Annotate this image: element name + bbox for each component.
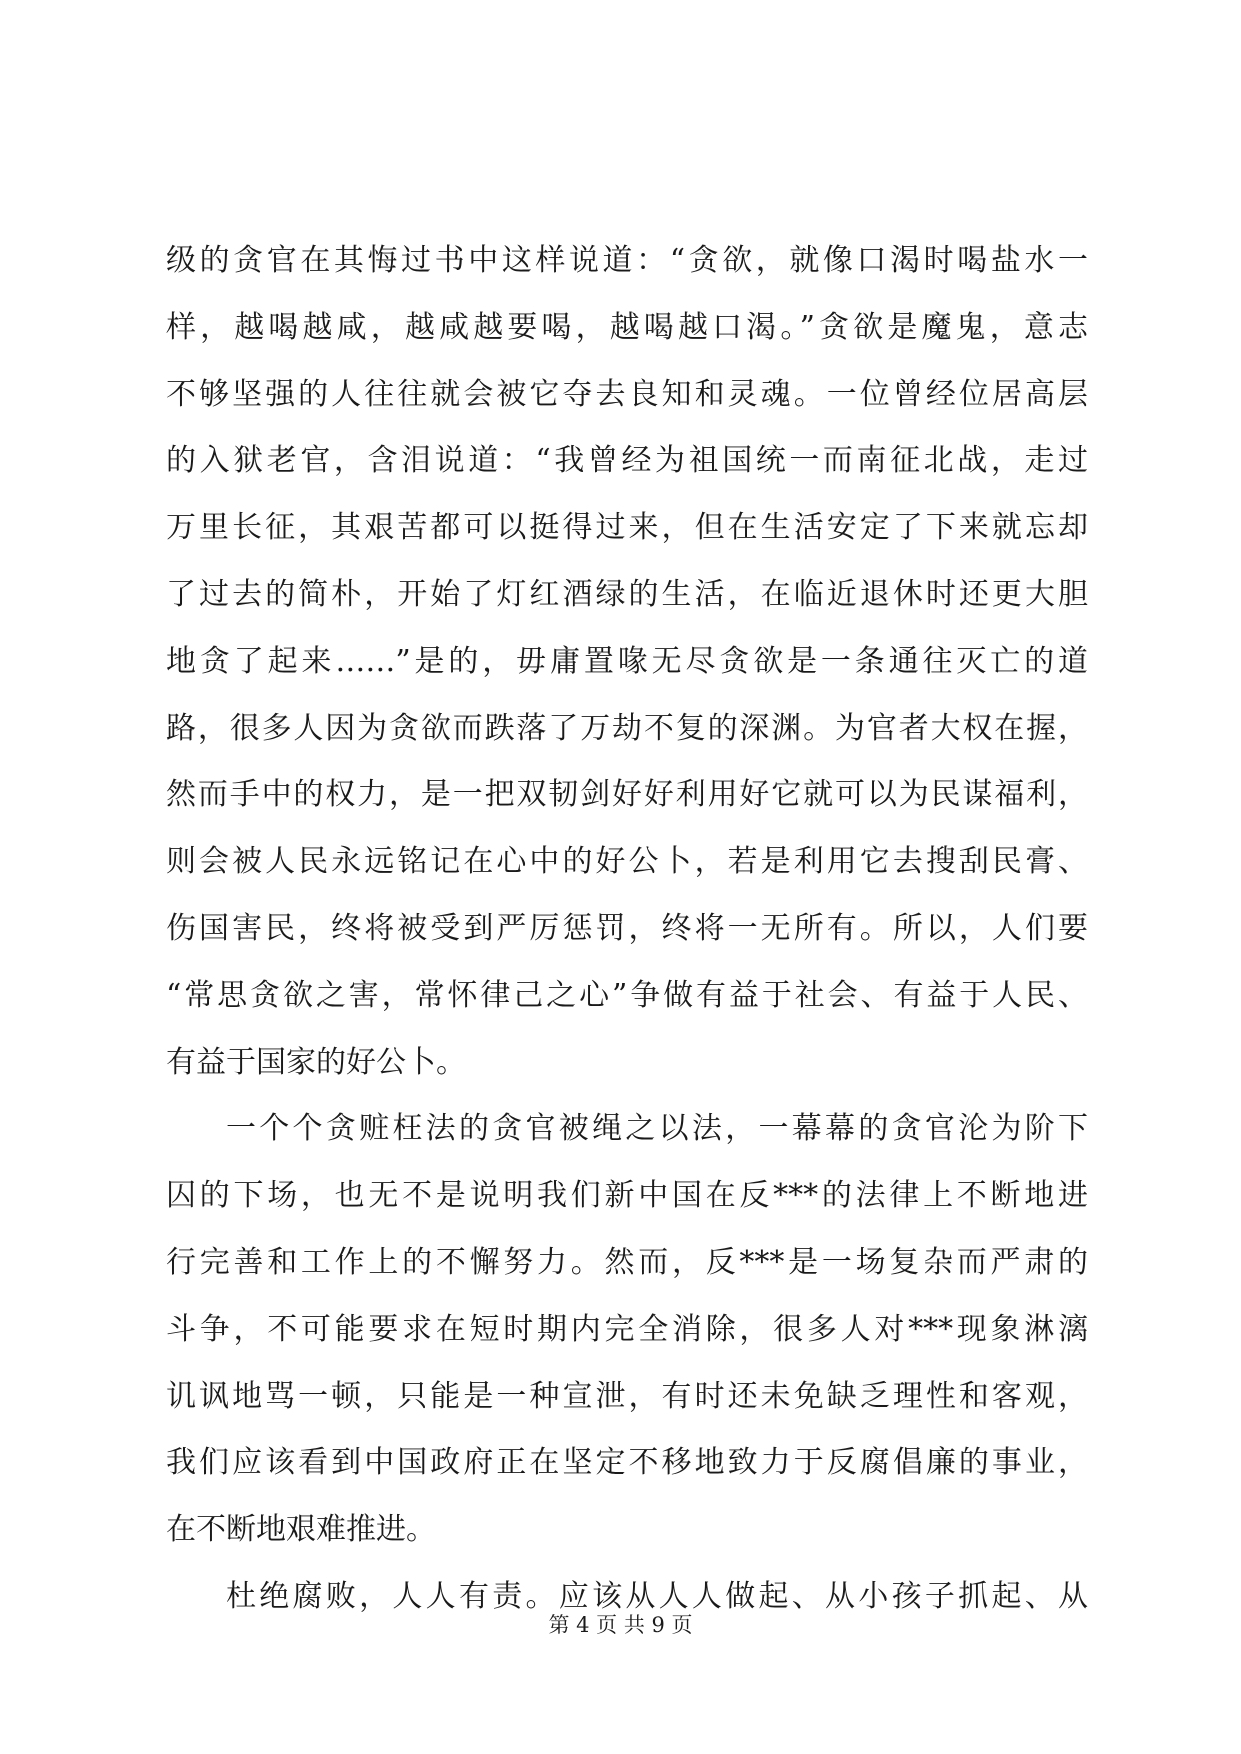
text-line: 囚的下场，也无不是说明我们新中国在反***的法律上不断地进 [166,1178,1088,1214]
text-line: 了过去的简朴，开始了灯红酒绿的生活，在临近退休时还更大胆 [166,576,1088,612]
text-line: 路，很多人因为贪欲而跌落了万劫不复的深渊。为官者大权在握， [166,710,1088,746]
text-line: 万里长征，其艰苦都可以挺得过来，但在生活安定了下来就忘却 [166,510,1088,546]
page-footer: 第 4 页 共 9 页 [548,1613,693,1637]
text-line: “常思贪欲之害，常怀律己之心”争做有益于社会、有益于人民、 [166,977,1088,1013]
text-line: 杜绝腐败，人人有责。应该从人人做起、从小孩子抓起、从 [226,1578,1088,1614]
text-line: 样，越喝越咸，越咸越要喝，越喝越口渴。”贪欲是魔鬼，意志 [166,309,1088,345]
text-line: 在不断地艰难推进。 [166,1512,436,1548]
text-line: 级的贪官在其悔过书中这样说道：“贪欲，就像口渴时喝盐水一 [166,243,1088,278]
text-line: 不够坚强的人往往就会被它夺去良知和灵魂。一位曾经位居高层 [166,376,1088,412]
text-line: 有益于国家的好公卜。 [166,1044,466,1080]
body-text [166,228,1088,1631]
text-line: 的入狱老官，含泪说道：“我曾经为祖国统一而南征北战，走过 [166,443,1088,479]
text-line: 讥讽地骂一顿，只能是一种宣泄，有时还未免缺乏理性和客观， [166,1378,1088,1414]
text-line: 一个个贪赃枉法的贪官被绳之以法，一幕幕的贪官沦为阶下 [226,1111,1088,1147]
text-line: 则会被人民永远铭记在心中的好公卜，若是利用它去搜刮民膏、 [166,844,1088,880]
text-line: 伤国害民，终将被受到严厉惩罚，终将一无所有。所以，人们要 [166,910,1088,946]
text-line: 我们应该看到中国政府正在坚定不移地致力于反腐倡廉的事业， [166,1445,1088,1481]
text-line: 地贪了起来……”是的，毋庸置喙无尽贪欲是一条通往灭亡的道 [166,643,1088,679]
text-line: 斗争，不可能要求在短时期内完全消除，很多人对***现象淋漓 [166,1311,1088,1347]
text-line: 行完善和工作上的不懈努力。然而，反***是一场复杂而严肃的 [166,1244,1088,1280]
text-line: 然而手中的权力，是一把双韧剑好好利用好它就可以为民谋福利， [166,777,1088,813]
